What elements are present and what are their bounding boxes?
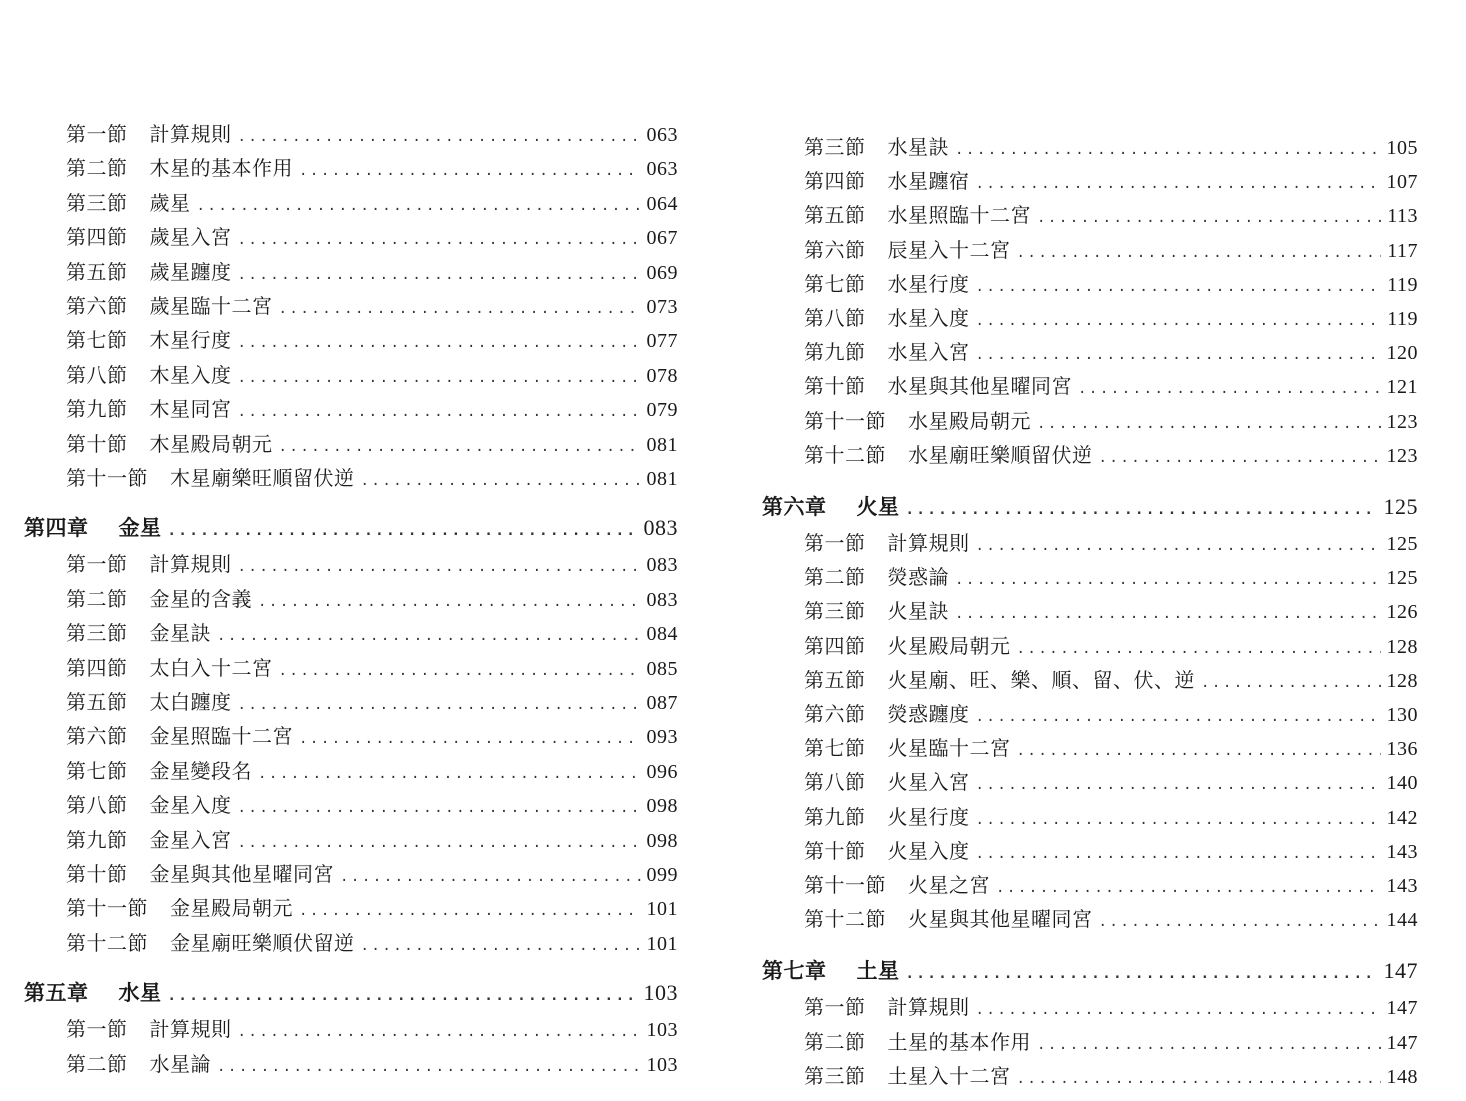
section-title: 計算規則 [887, 995, 970, 1020]
dot-leader [976, 846, 1381, 862]
page-number: 103 [643, 980, 678, 1006]
toc-section-entry[interactable] [66, 755, 678, 784]
dot-leader [1017, 1071, 1381, 1087]
section-title: 金星廟旺樂順伏留逆 [170, 930, 355, 955]
page-number: 063 [646, 158, 678, 181]
dot-leader [217, 628, 641, 644]
toc-section-entry[interactable] [66, 927, 678, 956]
section-label: 第十二節 [66, 930, 148, 955]
dot-leader [299, 731, 641, 747]
section-title: 辰星入十二宮 [887, 237, 1011, 262]
toc-chapter-entry[interactable] [762, 955, 1418, 985]
section-label: 第二節 [804, 565, 866, 590]
dot-leader [279, 301, 641, 317]
toc-section-entry[interactable] [804, 1060, 1418, 1089]
page-number: 119 [1387, 273, 1418, 296]
toc-section-entry[interactable] [66, 824, 678, 853]
dot-leader [340, 869, 641, 885]
section-label: 第一節 [804, 995, 866, 1020]
toc-section-entry[interactable] [66, 221, 678, 250]
section-title: 歲星臨十二宮 [149, 294, 273, 318]
toc-section-entry[interactable] [804, 199, 1418, 228]
section-label: 第二節 [66, 156, 128, 181]
page-number: 107 [1386, 171, 1418, 194]
section-title: 土星入十二宮 [887, 1063, 1011, 1088]
section-label: 第三節 [66, 621, 128, 646]
section-label: 第五節 [804, 667, 866, 692]
section-title: 火星入宮 [887, 770, 970, 795]
section-label: 第十二節 [804, 907, 886, 932]
dot-leader [1078, 381, 1381, 397]
dot-leader [361, 473, 641, 489]
section-title: 水星入宮 [887, 340, 970, 365]
section-label: 第十節 [804, 838, 866, 863]
dot-leader [955, 572, 1381, 588]
dot-leader [1099, 914, 1381, 930]
section-label: 第九節 [804, 340, 866, 365]
toc-section-entry[interactable] [66, 892, 678, 921]
section-label: 第十一節 [66, 466, 148, 490]
dot-leader [976, 347, 1381, 363]
dot-leader [258, 594, 641, 610]
page-number: 096 [646, 760, 678, 783]
section-label: 第八節 [66, 362, 128, 387]
toc-section-entry[interactable] [804, 595, 1418, 624]
page-number: 078 [646, 364, 678, 387]
section-title: 火星之宮 [908, 873, 990, 897]
section-title: 計算規則 [887, 531, 970, 555]
section-title: 金星殿局朝元 [170, 896, 293, 921]
dot-leader [976, 176, 1381, 192]
dot-leader [279, 663, 641, 679]
toc-section-entry[interactable] [804, 370, 1418, 399]
section-label: 第八節 [804, 770, 866, 795]
toc-section-entry[interactable] [804, 405, 1418, 434]
page-number: 121 [1386, 376, 1418, 399]
section-title: 火星行度 [887, 804, 970, 829]
dot-leader [976, 812, 1381, 828]
page-number: 085 [646, 657, 678, 680]
dot-leader [976, 538, 1381, 554]
section-label: 第十一節 [804, 408, 886, 433]
section-title: 火星與其他星曜同宮 [908, 907, 1093, 932]
page-number: 099 [646, 864, 678, 886]
section-title: 計算規則 [149, 552, 232, 577]
toc-chapter-entry[interactable] [24, 977, 678, 1007]
section-label: 第四節 [66, 655, 128, 680]
section-label: 第十一節 [804, 873, 886, 897]
section-label: 第五節 [804, 203, 866, 228]
chapter-label: 第五章 [24, 980, 89, 1006]
page-number: 073 [646, 296, 678, 318]
dot-leader [906, 966, 1378, 982]
dot-leader [238, 404, 641, 420]
section-label: 第五節 [66, 259, 128, 284]
dot-leader [1037, 1037, 1381, 1053]
section-label: 第一節 [66, 552, 128, 577]
page-number: 103 [646, 1053, 678, 1076]
section-label: 第七節 [804, 271, 866, 296]
toc-section-entry[interactable] [66, 324, 678, 353]
section-title: 火星訣 [887, 599, 949, 624]
page-number: 125 [1383, 494, 1418, 519]
toc-section-entry[interactable] [66, 720, 678, 749]
section-title: 火星臨十二宮 [887, 736, 1011, 761]
section-label: 第四節 [804, 169, 866, 194]
dot-leader [238, 835, 641, 851]
page-number: 103 [646, 1019, 678, 1042]
page-number: 123 [1386, 410, 1418, 433]
section-title: 木星入度 [149, 362, 232, 387]
toc-section-entry[interactable] [66, 462, 678, 491]
section-label: 第一節 [66, 122, 128, 146]
toc-section-entry[interactable] [66, 858, 678, 887]
toc-section-entry[interactable] [804, 991, 1418, 1020]
toc-chapter-entry[interactable] [762, 491, 1418, 521]
dot-leader [1099, 450, 1381, 466]
section-label: 第九節 [66, 827, 128, 852]
section-label: 第九節 [66, 397, 128, 422]
toc-section-entry[interactable] [66, 118, 678, 147]
toc-section-entry[interactable] [804, 903, 1418, 932]
dot-leader [238, 697, 641, 713]
section-label: 第四節 [804, 633, 866, 658]
section-label: 第六節 [804, 702, 866, 726]
page-number: 083 [646, 554, 678, 577]
chapter-label: 第四章 [24, 515, 89, 541]
dot-leader [976, 777, 1381, 793]
dot-leader [976, 709, 1381, 725]
page-number: 148 [1386, 1065, 1418, 1088]
section-title: 太白入十二宮 [149, 655, 273, 680]
section-label: 第五節 [66, 690, 128, 714]
dot-leader [238, 232, 641, 248]
chapter-title: 火星 [856, 494, 900, 519]
section-title: 金星入度 [149, 793, 232, 818]
section-title: 木星廟樂旺順留伏逆 [170, 466, 355, 490]
page-number: 130 [1386, 704, 1418, 726]
toc-section-entry[interactable] [804, 302, 1418, 331]
page-number: 079 [646, 399, 678, 422]
section-title: 火星殿局朝元 [887, 633, 1011, 658]
dot-leader [299, 163, 641, 179]
toc-section-entry[interactable] [804, 801, 1418, 830]
section-label: 第十節 [66, 431, 128, 456]
page-number: 147 [1386, 1031, 1418, 1054]
section-title: 水星照臨十二宮 [887, 203, 1031, 228]
section-title: 木星的基本作用 [149, 156, 293, 181]
toc-section-entry[interactable] [804, 869, 1418, 898]
chapter-label: 第七章 [762, 958, 827, 984]
dot-leader [238, 267, 641, 283]
dot-leader [361, 938, 641, 954]
page-number: 083 [646, 588, 678, 611]
section-title: 水星論 [149, 1051, 211, 1076]
page-number: 117 [1387, 239, 1418, 262]
section-title: 金星變段名 [149, 758, 252, 783]
dot-leader [299, 903, 641, 919]
dot-leader [1201, 675, 1381, 691]
page-number: 119 [1387, 308, 1418, 330]
page-number: 064 [646, 192, 678, 215]
page-number: 125 [1386, 533, 1418, 555]
toc-section-entry[interactable] [66, 583, 678, 612]
dot-leader [1017, 743, 1381, 759]
section-title: 火星廟、旺、樂、順、留、伏、逆 [887, 667, 1195, 692]
chapter-title: 水星 [118, 980, 162, 1006]
dot-leader [1017, 245, 1382, 261]
section-title: 水星殿局朝元 [908, 408, 1031, 433]
section-label: 第八節 [66, 793, 128, 818]
section-title: 金星的含義 [149, 586, 252, 611]
section-title: 金星入宮 [149, 827, 232, 852]
section-label: 第十節 [804, 374, 866, 399]
toc-section-entry[interactable] [804, 439, 1418, 468]
dot-leader [168, 988, 638, 1004]
section-title: 水星廟旺樂順留伏逆 [908, 442, 1093, 467]
toc-chapter-entry[interactable] [24, 512, 678, 542]
section-label: 第十一節 [66, 896, 148, 921]
page-number: 147 [1386, 997, 1418, 1020]
section-label: 第三節 [804, 1063, 866, 1088]
dot-leader [238, 335, 641, 351]
section-label: 第三節 [804, 599, 866, 624]
section-title: 水星行度 [887, 271, 970, 296]
dot-leader [996, 880, 1381, 896]
page-number: 087 [646, 692, 678, 714]
page-number: 143 [1386, 875, 1418, 897]
chapter-title: 金星 [118, 515, 162, 541]
page-number: 128 [1386, 669, 1418, 692]
section-label: 第六節 [804, 237, 866, 262]
dot-leader [238, 370, 641, 386]
page-number: 140 [1386, 772, 1418, 795]
toc-section-entry[interactable] [66, 789, 678, 818]
page-number: 077 [646, 330, 678, 353]
section-title: 水星與其他星曜同宮 [887, 374, 1072, 399]
dot-leader [1017, 641, 1381, 657]
dot-leader [258, 766, 641, 782]
page-number: 144 [1386, 909, 1418, 932]
section-title: 太白躔度 [149, 690, 232, 714]
toc-section-entry[interactable] [804, 336, 1418, 365]
toc-section-entry[interactable] [66, 617, 678, 646]
dot-leader [168, 523, 638, 539]
section-title: 計算規則 [149, 122, 232, 146]
toc-section-entry[interactable] [66, 359, 678, 388]
section-label: 第七節 [66, 758, 128, 783]
section-title: 木星同宮 [149, 397, 232, 422]
toc-section-entry[interactable] [804, 1026, 1418, 1055]
page-number: 081 [646, 468, 678, 490]
toc-section-entry[interactable] [66, 428, 678, 457]
section-label: 第二節 [66, 1051, 128, 1076]
toc-section-entry[interactable] [804, 698, 1418, 727]
section-title: 熒惑論 [887, 565, 949, 590]
page-number: 123 [1386, 444, 1418, 467]
dot-leader [238, 129, 641, 145]
chapter-title: 土星 [856, 958, 900, 984]
section-title: 水星訣 [887, 135, 949, 159]
toc-section-entry[interactable] [804, 732, 1418, 761]
section-label: 第八節 [804, 306, 866, 330]
section-title: 計算規則 [149, 1017, 232, 1042]
toc-section-entry[interactable] [804, 766, 1418, 795]
dot-leader [197, 198, 641, 214]
section-label: 第二節 [804, 1029, 866, 1054]
section-label: 第十節 [66, 862, 128, 886]
dot-leader [1037, 416, 1381, 432]
dot-leader [238, 800, 641, 816]
section-title: 火星入度 [887, 838, 970, 863]
toc-section-entry[interactable] [804, 561, 1418, 590]
page-number: 069 [646, 261, 678, 284]
toc-section-entry[interactable] [66, 686, 678, 715]
section-title: 金星與其他星曜同宮 [149, 862, 334, 886]
dot-leader [976, 279, 1382, 295]
page-number: 067 [646, 227, 678, 250]
toc-section-entry[interactable] [804, 234, 1418, 263]
dot-leader [238, 559, 641, 575]
section-title: 水星入度 [887, 306, 970, 330]
section-title: 水星躔宿 [887, 169, 970, 194]
toc-section-entry[interactable] [66, 256, 678, 285]
page-number: 084 [646, 623, 678, 646]
page-number: 063 [646, 124, 678, 146]
page-number: 125 [1386, 567, 1418, 590]
page-number: 093 [646, 726, 678, 749]
toc-section-entry[interactable] [66, 548, 678, 577]
toc-section-entry[interactable] [66, 290, 678, 319]
page-number: 098 [646, 795, 678, 818]
section-label: 第七節 [804, 736, 866, 761]
dot-leader [217, 1059, 641, 1075]
page-number: 128 [1386, 635, 1418, 658]
toc-section-entry[interactable] [804, 165, 1418, 194]
section-label: 第十二節 [804, 442, 886, 467]
dot-leader [1037, 210, 1381, 226]
dot-leader [955, 142, 1381, 158]
section-label: 第三節 [804, 135, 866, 159]
page-number: 083 [643, 515, 678, 541]
section-title: 歲星 [149, 190, 191, 215]
section-title: 土星的基本作用 [887, 1029, 1031, 1054]
section-title: 歲星入宮 [149, 225, 232, 250]
section-title: 金星照臨十二宮 [149, 724, 293, 749]
section-label: 第一節 [66, 1017, 128, 1042]
toc-section-entry[interactable] [804, 268, 1418, 297]
page-number: 120 [1386, 342, 1418, 365]
toc-section-entry[interactable] [66, 1048, 678, 1077]
toc-section-entry[interactable] [66, 393, 678, 422]
dot-leader [955, 606, 1381, 622]
toc-section-entry[interactable] [804, 630, 1418, 659]
toc-section-entry[interactable] [804, 664, 1418, 693]
toc-section-entry[interactable] [804, 131, 1418, 160]
toc-section-entry[interactable] [66, 1013, 678, 1042]
toc-section-entry[interactable] [66, 152, 678, 181]
section-title: 熒惑躔度 [887, 702, 970, 726]
page-number: 136 [1386, 738, 1418, 761]
dot-leader [906, 502, 1378, 518]
dot-leader [279, 439, 641, 455]
section-title: 木星行度 [149, 328, 232, 353]
dot-leader [976, 1002, 1381, 1018]
page-number: 142 [1386, 806, 1418, 829]
section-title: 金星訣 [149, 621, 211, 646]
page-number: 081 [646, 433, 678, 456]
section-title: 歲星躔度 [149, 259, 232, 284]
page-number: 147 [1383, 958, 1418, 984]
section-label: 第二節 [66, 586, 128, 611]
toc-section-entry[interactable] [804, 527, 1418, 556]
page-number: 105 [1386, 137, 1418, 159]
toc-section-entry[interactable] [804, 835, 1418, 864]
page-number: 101 [646, 932, 678, 955]
toc-section-entry[interactable] [66, 187, 678, 216]
dot-leader [976, 313, 1382, 329]
page-number: 101 [646, 898, 678, 921]
section-label: 第七節 [66, 328, 128, 353]
section-label: 第三節 [66, 190, 128, 215]
page-number: 098 [646, 829, 678, 852]
section-label: 第六節 [66, 724, 128, 749]
page-number: 113 [1387, 205, 1418, 228]
dot-leader [238, 1024, 641, 1040]
section-label: 第六節 [66, 294, 128, 318]
page-number: 126 [1386, 601, 1418, 624]
section-title: 木星殿局朝元 [149, 431, 273, 456]
section-label: 第四節 [66, 225, 128, 250]
toc-section-entry[interactable] [66, 652, 678, 681]
section-label: 第一節 [804, 531, 866, 555]
page-number: 143 [1386, 840, 1418, 863]
section-label: 第九節 [804, 804, 866, 829]
chapter-label: 第六章 [762, 494, 827, 519]
